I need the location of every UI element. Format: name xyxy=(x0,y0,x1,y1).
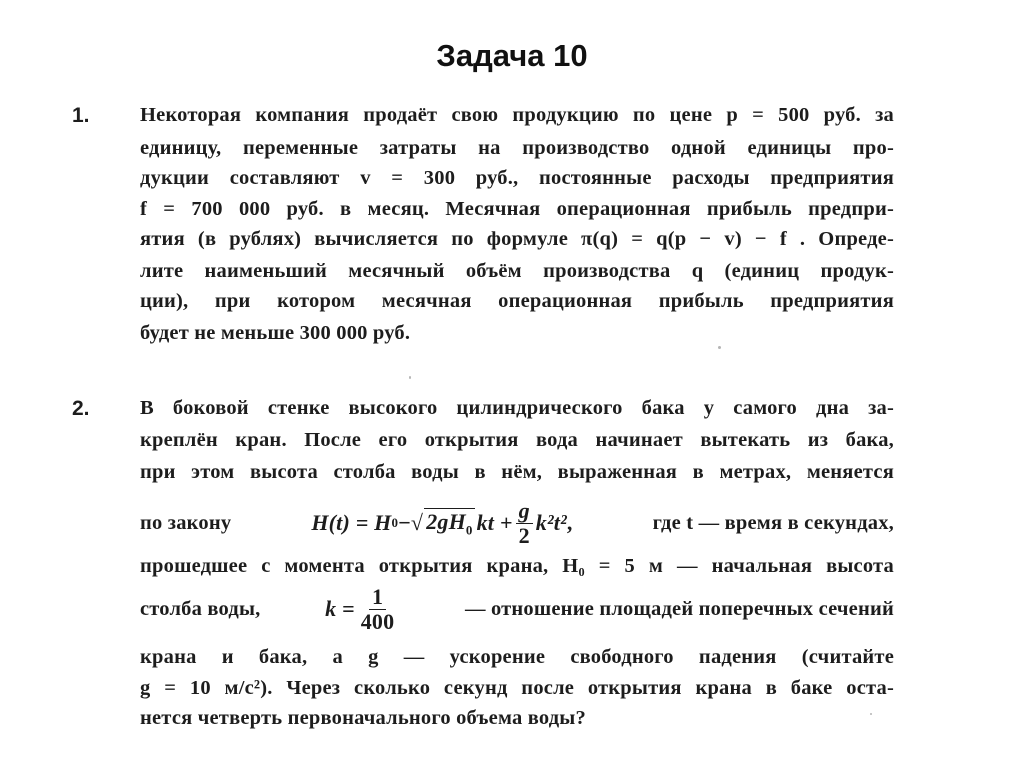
line-suffix: — отношение площадей поперечных сечений xyxy=(464,597,894,620)
fraction-denominator: 2 xyxy=(518,522,530,548)
text-line: будет не меньше 300 000 руб. xyxy=(140,322,411,344)
formula-mid: kt + xyxy=(476,510,513,535)
fraction-denominator: 400 xyxy=(360,608,395,634)
formula-subscript: 0 xyxy=(391,515,399,530)
formula-prefix: по закону xyxy=(140,511,232,534)
text-line: дукции составляют v = 300 руб., постоянные расходы предприятия xyxy=(140,167,894,189)
formula-lhs: H(t) = H xyxy=(311,510,392,535)
text-line: креплён кран. После его открытия вода начинает вытекать из бака, xyxy=(140,429,894,451)
formula-suffix: где t — время в секундах, xyxy=(652,511,894,534)
problem-number: 1. xyxy=(72,104,90,127)
text-line: f = 700 000 руб. в месяц. Месячная операционная прибыль предпри- xyxy=(140,198,894,220)
formula-tail: k²t² xyxy=(535,510,567,535)
fraction-1-over-400 xyxy=(358,585,398,632)
line-prefix: столба воды, xyxy=(140,597,261,620)
text-line: лите наименьший месячный объём производства q (единиц продук- xyxy=(140,260,894,282)
formula-line-k xyxy=(140,581,894,637)
formula-line xyxy=(140,495,894,551)
text-line: ятия (в рублях) вычисляется по формуле π(q) = q(p − v) − f . Опреде- xyxy=(140,228,894,250)
text-line: В боковой стенке высокого цилиндрического бака у самого дна за- xyxy=(140,397,894,419)
text-line: нется четверть первоначального объема воды? xyxy=(140,707,586,729)
height-formula xyxy=(311,499,572,546)
text-line: крана и бака, а g — ускорение свободного падения (считайте xyxy=(140,646,894,668)
scan-speck xyxy=(718,346,721,349)
fraction-g-over-2 xyxy=(516,499,533,546)
sqrt-body xyxy=(424,508,474,538)
k-formula xyxy=(325,585,400,632)
slide-title: Задача 10 xyxy=(436,38,588,73)
problem-number: 2. xyxy=(72,397,90,420)
text-line: ции), при котором месячная операционная прибыль предприятия xyxy=(140,290,894,312)
formula-comma: , xyxy=(566,510,573,535)
fraction-numerator: g xyxy=(516,499,533,523)
formula-minus: − xyxy=(398,510,411,535)
text-line: прошедшее с момента открытия крана, H₀ = 5 м — начальная высота xyxy=(140,555,894,577)
scan-speck xyxy=(409,376,411,379)
text-line: единицу, переменные затраты на производство одной единицы про- xyxy=(140,137,894,159)
text-line: Некоторая компания продаёт свою продукцию по цене p = 500 руб. за xyxy=(140,104,894,126)
sqrt-symbol: √ xyxy=(410,510,424,535)
k-equals: k = xyxy=(325,596,355,621)
text-line: при этом высота столба воды в нём, выраженная в метрах, меняется xyxy=(140,461,894,483)
sqrt-subscript: 0 xyxy=(465,522,473,538)
sqrt-text: 2gH xyxy=(426,508,466,534)
fraction-numerator: 1 xyxy=(369,585,386,609)
text-line: g = 10 м/с²). Через сколько секунд после открытия крана в баке оста- xyxy=(140,677,894,699)
scan-speck xyxy=(870,713,872,715)
